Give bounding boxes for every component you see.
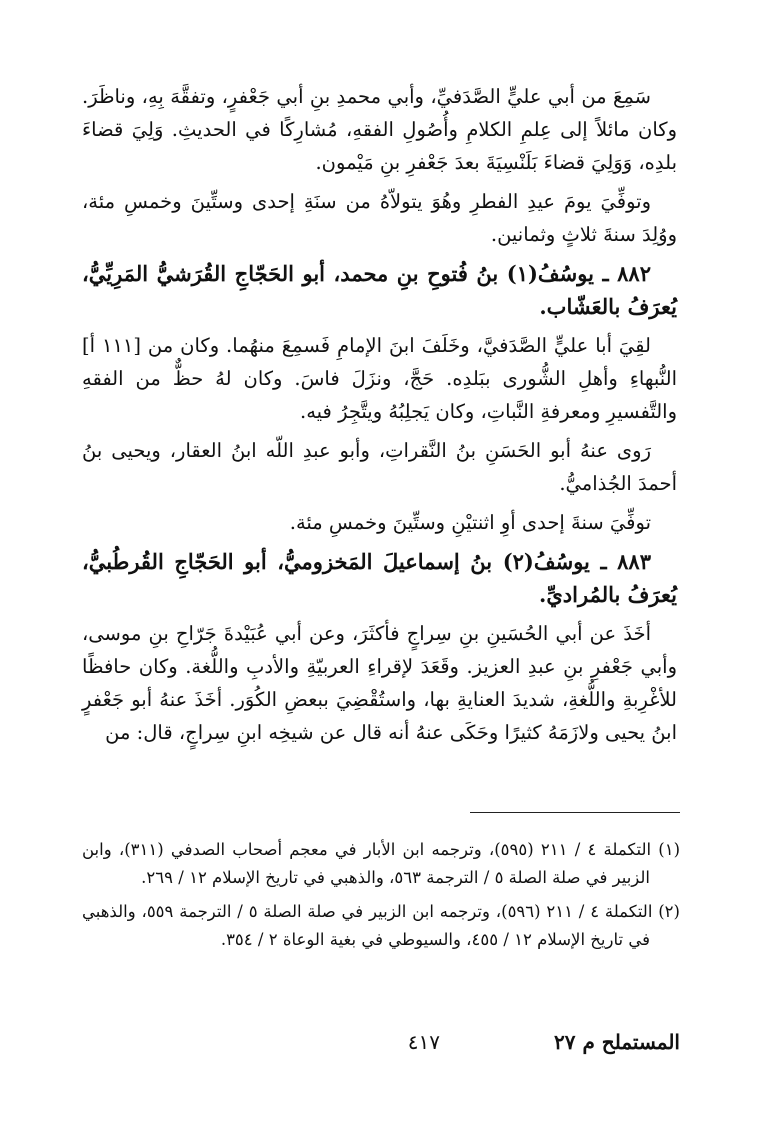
main-text xyxy=(82,80,677,755)
paragraph-6: أخَذَ عن أبي الحُسَينِ بنِ سِراجٍ فأكثَرَ، وعن أبي عُبَيْدةَ جَرّاحِ بنِ موسى، وأبي جَعْفرِ بنِ عبدِ العزيز. وقَعَدَ لإقراءِ العربيّةِ والأدبِ واللُّغة. وكان حافظًا للأغْرِبةِ واللُّغةِ، شديدَ العنايةِ بها، واستُقْضِيَ ببعضِ الكُوَر. أخَذَ عنهُ أبو جَعْفرٍ ابنُ يحيى ولازَمَهُ كثيرًا وحَكَى عنهُ أنه قال عن شيخِه ابنِ سِراجٍ، قال: من xyxy=(82,622,677,744)
entry-heading-883: ٨٨٣ ـ يوسُفُ(٢) بنُ إسماعيلَ المَخزوميُّ، أبو الحَجّاجِ القُرطُبيُّ، يُعرَفُ بالمُراديِّ. xyxy=(82,549,677,607)
footnote-1: (١) التكملة ٤ / ٢١١ (٥٩٥)، وترجمه ابن الأبار في معجم أصحاب الصدفي (٣١١)، وابن الزبير في صلة الصلة ٥ / الترجمة ٥٦٣، والذهبي في تاريخ الإسلام ١٢ / ٢٦٩. xyxy=(82,840,681,887)
page-footer xyxy=(82,1030,680,1064)
paragraph-1: سَمِعَ من أبي عليٍّ الصَّدَفيِّ، وأبي محمدِ بنِ أبي جَعْفرٍ، وتفقَّهَ بِهِ، وناظَرَ. وكان مائلاً إلى عِلمِ الكلامِ وأُصُولِ الفقهِ، مُشارِكًا في الحديثِ. وَلِيَ قضاءَ بلدِه، وَوَلِيَ قضاءَ بَلَنْسِيَةَ بعدَ جَعْفرِ بنِ مَيْمون. xyxy=(82,85,677,174)
paragraph-3: لقِيَ أبا عليٍّ الصَّدَفيَّ، وخَلَفَ ابنَ الإمامِ فَسمِعَ منهُما. وكان من [١١١ أ] النُّبهاءِ وأهلِ الشُّورى ببَلدِه. حَجَّ، ونزَلَ فاسَ. وكان لهُ حظٌّ من الفقهِ والتَّفسيرِ ومعرفةِ النَّباتِ، وكان يَجلِبُهُ ويتَّجِرُ فيه. xyxy=(82,334,677,423)
signature-mark: المستملح م ٢٧ xyxy=(554,1030,680,1054)
footnote-divider xyxy=(470,812,680,813)
paragraph-2: وتوفِّيَ يومَ عيدِ الفطرِ وهُوَ يتولاّهُ من سنَةِ إحدى وستِّينَ وخمسِ مئة، ووُلِدَ سنةَ ثلاثٍ وثمانين. xyxy=(82,190,677,246)
paragraph-4: رَوى عنهُ أبو الحَسَنِ بنُ النَّقراتِ، وأبو عبدِ اللّه ابنُ العقار، ويحيى بنُ أحمدَ الجُذاميُّ. xyxy=(82,439,677,495)
footnotes xyxy=(82,836,680,960)
paragraph-5: توفِّيَ سنةَ إحدى أوِ اثنتيْنِ وستِّينَ وخمسِ مئة. xyxy=(289,511,651,534)
page-number: ٤١٧ xyxy=(407,1030,440,1054)
footnote-2: (٢) التكملة ٤ / ٢١١ (٥٩٦)، وترجمه ابن الزبير في صلة الصلة ٥ / الترجمة ٥٥٩، والذهبي في تاريخ الإسلام ١٢ / ٤٥٥، والسيوطي في بغية الوعاة ٢ / ٣٥٤. xyxy=(82,902,680,949)
entry-heading-882: ٨٨٢ ـ يوسُفُ(١) بنُ فُتوحِ بنِ محمد، أبو الحَجّاجِ القُرَشيُّ المَرِيِّيُّ، يُعرَفُ بالعَشّاب. xyxy=(82,261,677,319)
